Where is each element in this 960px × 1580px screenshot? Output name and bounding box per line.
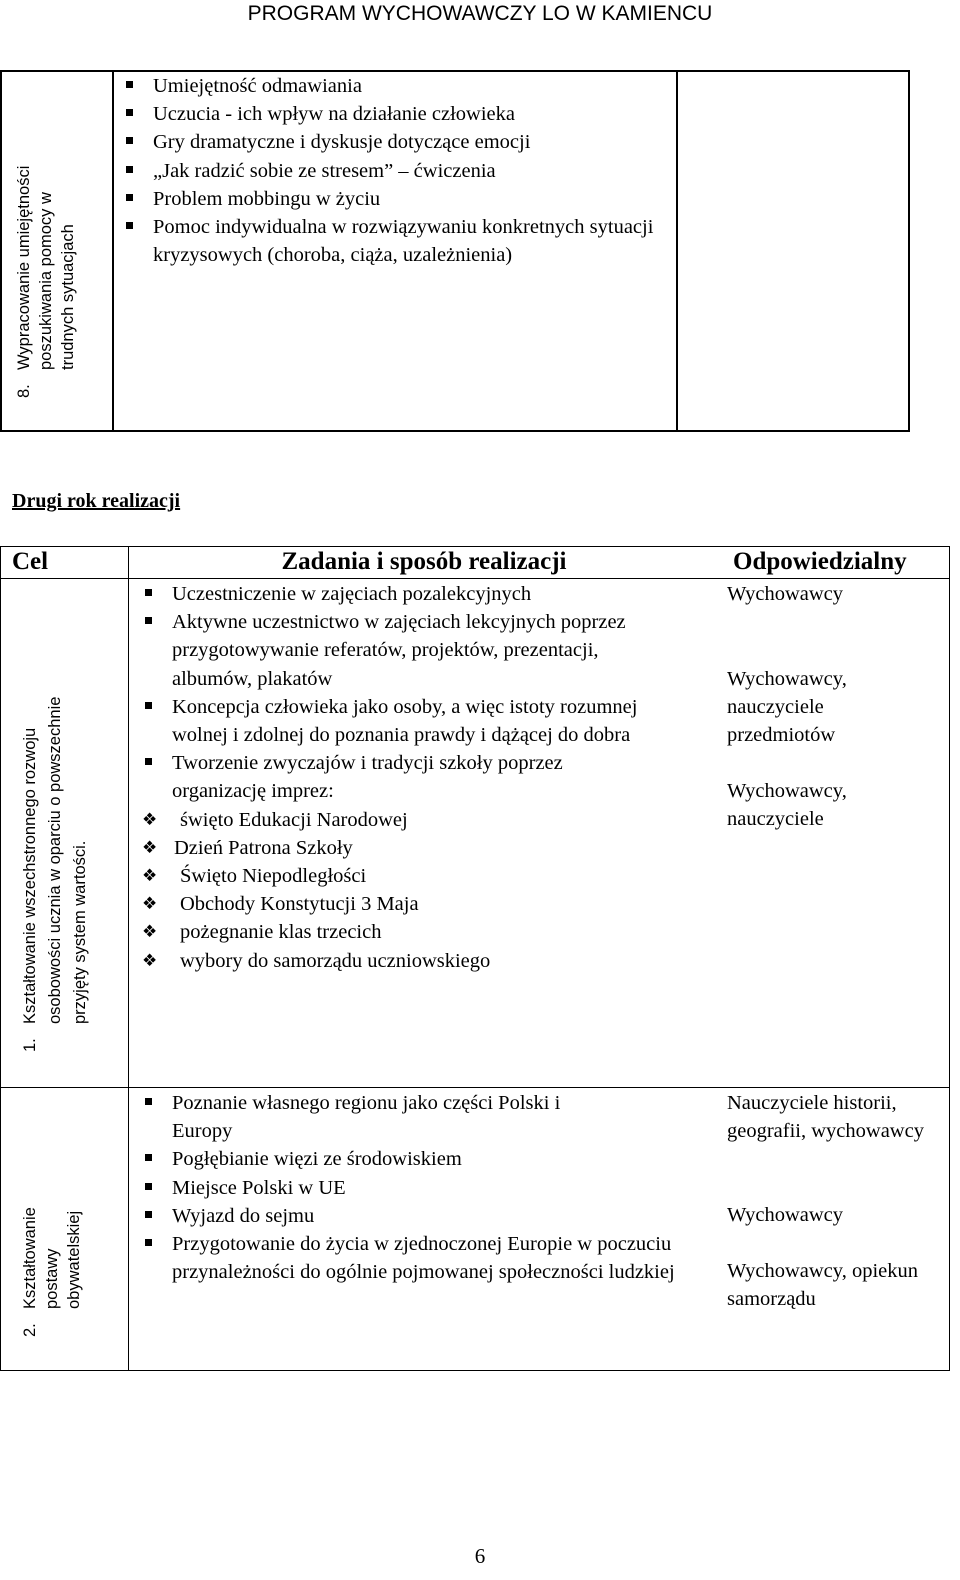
list-item: Pomoc indywidualna w rozwiązywaniu konkretnych sytuacji kryzysowych (choroba, ciąża, uzależnienia) xyxy=(119,213,664,269)
diamond-bullet-icon: ❖ xyxy=(142,837,158,857)
list-item: Aktywne uczestnictwo w zajęciach lekcyjnych poprzez przygotowywanie referatów, projektów, prezentacji, albumów, plakatów xyxy=(138,608,658,693)
diamond-bullet-icon: ❖ xyxy=(142,809,158,829)
square-bullet-icon xyxy=(145,1183,152,1190)
table-border xyxy=(0,546,950,547)
list-item: ❖ wybory do samorządu uczniowskiego xyxy=(138,947,678,975)
square-bullet-icon xyxy=(126,109,133,116)
goal-line: Wypracowanie umiejętności xyxy=(15,165,33,370)
responsible-item: Nauczyciele historii, geografii, wychowawcy xyxy=(727,1092,924,1143)
goal-line: poszukiwania pomocy w xyxy=(37,192,55,370)
table-border xyxy=(0,546,1,1371)
list-item: Uczucia - ich wpływ na działanie człowieka xyxy=(119,100,664,128)
goal-line: Kształtowanie wszechstronnego rozwoju xyxy=(21,727,39,1024)
square-bullet-icon xyxy=(126,81,133,88)
list-item: Wyjazd do sejmu xyxy=(138,1202,683,1230)
events-list xyxy=(138,806,678,975)
table-border xyxy=(0,578,950,579)
goal-line: Kształtowanie xyxy=(21,1207,39,1309)
goal-line: trudnych sytuacjach xyxy=(59,224,77,370)
goal-number: 2. xyxy=(21,1323,39,1337)
section-title: Drugi rok realizacji xyxy=(12,490,181,512)
goal-number: 8. xyxy=(15,384,33,398)
diamond-bullet-icon: ❖ xyxy=(142,894,158,914)
list-item: ❖ pożegnanie klas trzecich xyxy=(138,918,678,946)
column-header-goal: Cel xyxy=(12,548,49,575)
table-border xyxy=(0,1370,950,1371)
responsible-item: Wychowawcy, nauczyciele przedmiotów xyxy=(727,668,847,747)
square-bullet-icon xyxy=(145,1239,152,1246)
list-item: Miejsce Polski w UE xyxy=(138,1174,683,1202)
table-border xyxy=(128,546,129,1371)
list-item: „Jak radzić sobie ze stresem” – ćwiczenia xyxy=(119,157,664,185)
square-bullet-icon xyxy=(145,1098,152,1105)
square-bullet-icon xyxy=(126,137,133,144)
square-bullet-icon xyxy=(126,194,133,201)
table-border xyxy=(908,70,910,432)
list-item: Uczestniczenie w zajęciach pozalekcyjnych xyxy=(138,580,658,608)
tasks-list xyxy=(138,1089,683,1286)
tasks-list xyxy=(138,580,658,806)
square-bullet-icon xyxy=(145,1211,152,1218)
table-border xyxy=(949,546,950,1371)
square-bullet-icon xyxy=(126,222,133,229)
table-border xyxy=(112,70,114,432)
table-border xyxy=(0,430,910,432)
responsible-item: Wychowawcy, opiekun samorządu xyxy=(727,1260,918,1311)
square-bullet-icon xyxy=(126,166,133,173)
list-item: ❖ Dzień Patrona Szkoły xyxy=(138,834,678,862)
goal-number: 1. xyxy=(21,1038,39,1052)
row1-tasks xyxy=(138,580,698,975)
diamond-bullet-icon: ❖ xyxy=(142,950,158,970)
list-item: ❖ Święto Niepodległości xyxy=(138,862,678,890)
square-bullet-icon xyxy=(145,589,152,596)
responsible-item: Wychowawcy, nauczyciele xyxy=(727,780,847,831)
list-item: ❖ Obchody Konstytucji 3 Maja xyxy=(138,890,678,918)
goal-2-cell xyxy=(20,1097,120,1337)
column-header-responsible: Odpowiedzialny xyxy=(733,548,907,575)
diamond-bullet-icon: ❖ xyxy=(142,922,158,942)
column-header-tasks: Zadania i sposób realizacji xyxy=(281,548,567,575)
list-item: Przygotowanie do życia w zjednoczonej Europie w poczuciu przynależności do ogólnie pojmowanej społeczności ludzkiej xyxy=(138,1230,683,1286)
goal-1-cell xyxy=(20,592,120,1052)
list-item: Koncepcja człowieka jako osoby, a więc istoty rozumnej wolnej i zdolnej do poznania prawdy i dążącej do dobra xyxy=(138,693,658,749)
list-item: Poznanie własnego regionu jako części Polski i Europy xyxy=(138,1089,683,1145)
responsible-item: Wychowawcy xyxy=(727,583,844,605)
page-number: 6 xyxy=(474,1544,486,1568)
list-item: ❖ święto Edukacji Narodowej xyxy=(138,806,678,834)
goal-line: postawy xyxy=(43,1248,61,1309)
goal-8-cell xyxy=(14,68,104,398)
list-item: Problem mobbingu w życiu xyxy=(119,185,664,213)
page-header: PROGRAM WYCHOWAWCZY LO W KAMIENCU xyxy=(247,2,713,25)
goal-line: przyjęty system wartości. xyxy=(71,840,89,1024)
list-item: Pogłębianie więzi ze środowiskiem xyxy=(138,1145,683,1173)
goal-line: obywatelskiej xyxy=(65,1210,83,1309)
tasks-list xyxy=(119,72,664,269)
table-border xyxy=(676,70,678,432)
diamond-bullet-icon: ❖ xyxy=(142,866,158,886)
table-border xyxy=(0,70,2,432)
table-border xyxy=(0,1087,950,1088)
list-item: Gry dramatyczne i dyskusje dotyczące emocji xyxy=(119,128,664,156)
square-bullet-icon xyxy=(145,617,152,624)
goal-line: osobowości ucznia w oparciu o powszechnie xyxy=(46,696,64,1024)
list-item: Tworzenie zwyczajów i tradycji szkoły poprzez organizację imprez: xyxy=(138,749,658,805)
responsible-item: Wychowawcy xyxy=(727,1204,844,1226)
square-bullet-icon xyxy=(145,702,152,709)
list-item: Umiejętność odmawiania xyxy=(119,72,664,100)
square-bullet-icon xyxy=(145,1154,152,1161)
square-bullet-icon xyxy=(145,758,152,765)
